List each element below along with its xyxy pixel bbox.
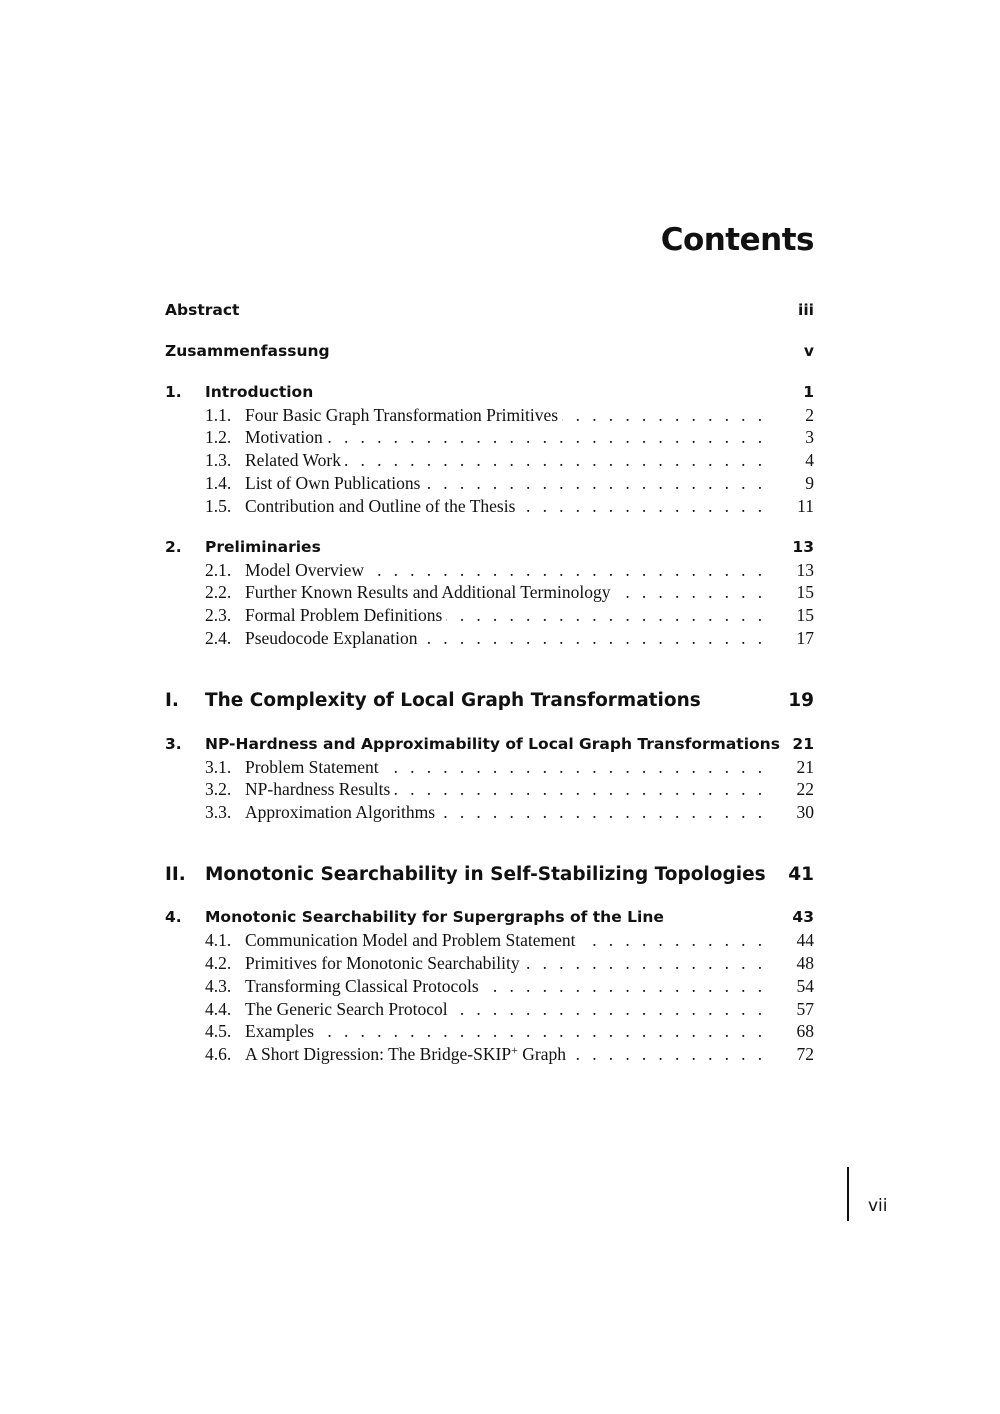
toc-section-entry[interactable] (165, 998, 814, 1020)
toc-section-entry[interactable] (165, 801, 814, 823)
toc-title: The Complexity of Local Graph Transformations (205, 690, 701, 711)
toc-page-number: iii (798, 301, 814, 319)
toc-section-entry[interactable] (165, 627, 814, 649)
toc-section-entry[interactable] (165, 952, 814, 974)
toc-section-entry[interactable] (165, 495, 814, 517)
toc-chapter-entry[interactable] (165, 381, 814, 403)
toc-number: 4.4. (205, 999, 232, 1019)
toc-page-number: 13 (792, 538, 814, 556)
toc-number: 4.3. (205, 976, 232, 996)
toc-title: Motivation (245, 427, 323, 447)
toc-title: The Generic Search Protocol (245, 999, 448, 1019)
toc-chapter-entry[interactable] (165, 299, 814, 321)
toc-page-number: 1 (803, 383, 814, 401)
toc-number: 2. (165, 538, 182, 556)
toc-page-number: 9 (805, 473, 814, 493)
toc-number: 1.2. (205, 427, 232, 447)
toc-title: Introduction (205, 383, 314, 401)
toc-section-entry[interactable] (165, 756, 814, 778)
toc-page-number: 41 (788, 864, 814, 885)
toc-title: Contribution and Outline of the Thesis (245, 496, 516, 516)
toc-page-number: 48 (796, 953, 814, 973)
toc-number: 2.4. (205, 628, 232, 648)
toc-page-number: 17 (796, 628, 814, 648)
toc-section-entry[interactable] (165, 449, 814, 471)
toc-title: Further Known Results and Additional Terminology (245, 582, 611, 602)
toc-number: I. (165, 690, 179, 711)
toc-page-number: 13 (796, 560, 814, 580)
toc-number: 3.2. (205, 779, 232, 799)
toc-page-number: 11 (797, 496, 814, 516)
toc-page-number: 19 (788, 690, 814, 711)
toc-title: NP-hardness Results (245, 779, 391, 799)
toc-page-number: 21 (792, 735, 814, 753)
toc-title-superscript: + (511, 1043, 518, 1057)
toc-chapter-entry[interactable] (165, 906, 814, 928)
toc-number: 4. (165, 908, 182, 926)
toc-title: Transforming Classical Protocols (245, 976, 479, 996)
page-title: Contents (660, 222, 814, 258)
dot-leader (345, 449, 766, 471)
dot-leader (614, 581, 766, 603)
dot-leader (439, 801, 766, 823)
page-number: vii (868, 1196, 888, 1216)
toc-section-entry[interactable] (165, 1020, 814, 1042)
toc-page-number: 72 (796, 1044, 814, 1064)
toc-section-entry[interactable] (165, 472, 814, 494)
toc-number: 4.5. (205, 1021, 232, 1041)
dot-leader (562, 404, 766, 426)
toc-number: 3. (165, 735, 182, 753)
toc-title: Monotonic Searchability for Supergraphs of the Line (205, 908, 664, 926)
toc-number: 3.3. (205, 802, 232, 822)
toc-title: List of Own Publications (245, 473, 421, 493)
toc-page-number: 2 (805, 405, 814, 425)
toc-number: 1. (165, 383, 182, 401)
toc-number: 2.1. (205, 560, 232, 580)
toc-page-number: 44 (796, 930, 814, 950)
dot-leader (383, 756, 766, 778)
toc-section-entry[interactable] (165, 426, 814, 448)
toc-number: 4.6. (205, 1044, 232, 1064)
dot-leader (424, 472, 766, 494)
dot-leader (580, 929, 766, 951)
toc-title: Approximation Algorithms (245, 802, 436, 822)
toc-title: Model Overview (245, 560, 365, 580)
toc-number: 4.1. (205, 930, 232, 950)
toc-number: 1.1. (205, 405, 232, 425)
dot-leader (446, 604, 766, 626)
toc-page-number: v (803, 342, 814, 360)
toc-title: Preliminaries (205, 538, 321, 556)
toc-page-number: 21 (796, 757, 814, 777)
toc-number: 1.5. (205, 496, 232, 516)
toc-chapter-entry[interactable] (165, 733, 814, 755)
toc-title: Communication Model and Problem Statement (245, 930, 576, 950)
dot-leader (483, 975, 766, 997)
toc-page-number: 4 (805, 450, 814, 470)
toc-number: 1.3. (205, 450, 232, 470)
toc-number: 2.2. (205, 582, 232, 602)
toc-section-entry[interactable] (165, 929, 814, 951)
toc-part-entry[interactable] (165, 690, 814, 712)
dot-leader (394, 778, 766, 800)
dot-leader (368, 559, 766, 581)
toc-title: Related Work (245, 450, 341, 470)
toc-page-number: 57 (796, 999, 814, 1019)
toc-title: Examples (245, 1021, 315, 1041)
toc-section-entry[interactable] (165, 975, 814, 997)
toc-title: NP-Hardness and Approximability of Local Graph Transformations (205, 735, 780, 753)
dot-leader (452, 998, 766, 1020)
toc-number: 3.1. (205, 757, 232, 777)
toc-page-number: 15 (796, 605, 814, 625)
toc-section-entry[interactable] (165, 778, 814, 800)
toc-title: Four Basic Graph Transformation Primitives (245, 405, 559, 425)
toc-section-entry[interactable] (165, 1043, 814, 1065)
dot-leader (570, 1043, 766, 1065)
toc-title: Abstract (165, 301, 240, 319)
toc-section-entry[interactable] (165, 581, 814, 603)
toc-page-number: 54 (796, 976, 814, 996)
toc-part-entry[interactable] (165, 864, 814, 886)
page-margin-rule (847, 1167, 849, 1221)
dot-leader (327, 426, 766, 448)
dot-leader (524, 952, 766, 974)
dot-leader (422, 627, 766, 649)
toc-page-number: 22 (796, 779, 814, 799)
toc-number: 1.4. (205, 473, 232, 493)
toc-title: Formal Problem Definitions (245, 605, 443, 625)
dot-leader (519, 495, 766, 517)
toc-chapter-entry[interactable] (165, 536, 814, 558)
toc-section-entry[interactable] (165, 559, 814, 581)
toc-title: Zusammenfassung (165, 342, 330, 360)
toc-number: II. (165, 864, 186, 885)
toc-title: A Short Digression: The Bridge-SKIP+ Graph (245, 1043, 566, 1064)
toc-title-suffix: Graph (517, 1044, 566, 1064)
toc-number: 4.2. (205, 953, 232, 973)
toc-title: Monotonic Searchability in Self-Stabilizing Topologies (205, 864, 766, 885)
toc-title: Primitives for Monotonic Searchability (245, 953, 520, 973)
toc-page-number: 43 (792, 908, 814, 926)
toc-title: Problem Statement (245, 757, 379, 777)
toc-chapter-entry[interactable] (165, 340, 814, 362)
toc-page-number: 3 (805, 427, 814, 447)
toc-section-entry[interactable] (165, 604, 814, 626)
toc-page-number: 30 (796, 802, 814, 822)
dot-leader (318, 1020, 766, 1042)
toc-section-entry[interactable] (165, 404, 814, 426)
toc-number: 2.3. (205, 605, 232, 625)
toc-title: Pseudocode Explanation (245, 628, 418, 648)
toc-page-number: 68 (796, 1021, 814, 1041)
toc-page-number: 15 (796, 582, 814, 602)
